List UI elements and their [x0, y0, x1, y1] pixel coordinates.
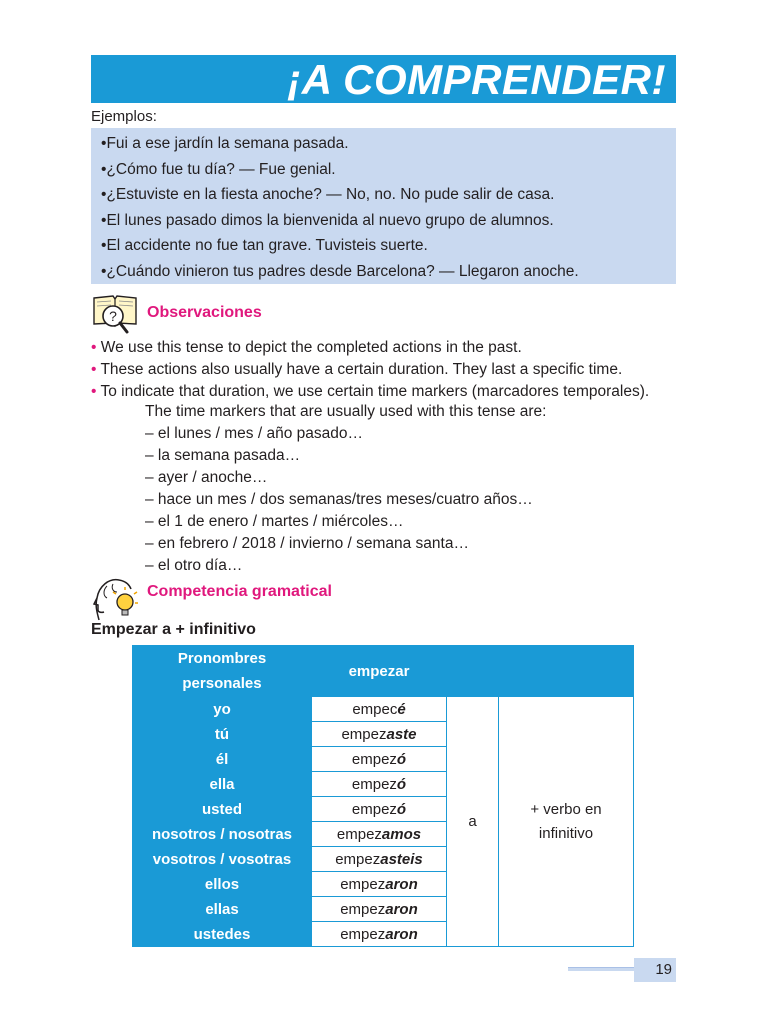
- competencia-heading: Competencia gramatical: [147, 583, 332, 600]
- example-item: • El lunes pasado dimos la bienvenida al nuevo grupo de alumnos.: [101, 208, 676, 234]
- pronoun-cell: ella: [133, 772, 312, 797]
- pronoun-cell: nosotros / nosotras: [133, 822, 312, 847]
- verb-form-cell: empezó: [312, 797, 447, 822]
- pronoun-cell: ellas: [133, 897, 312, 922]
- verb-form-cell: empezaron: [312, 922, 447, 947]
- page-number: 19: [634, 958, 676, 982]
- verb-form-cell: empezaste: [312, 722, 447, 747]
- time-marker-item: – el 1 de enero / martes / miércoles…: [145, 513, 404, 530]
- pronoun-cell: tú: [133, 722, 312, 747]
- verb-form-cell: empezó: [312, 747, 447, 772]
- time-marker-item: – el lunes / mes / año pasado…: [145, 425, 363, 442]
- time-markers-list: [145, 401, 546, 577]
- verb-form-cell: empecé: [312, 697, 447, 722]
- verb-form-cell: empezaron: [312, 872, 447, 897]
- example-item: • ¿Estuviste en la fiesta anoche? — No, no. No pude salir de casa.: [101, 182, 676, 208]
- grammar-subtitle: Empezar a + infinitivo: [91, 621, 256, 638]
- observation-item: • We use this tense to depict the completed actions in the past.: [91, 339, 522, 356]
- head-lightbulb-icon: [91, 572, 139, 622]
- examples-label: Ejemplos:: [91, 108, 157, 125]
- book-magnifier-icon: [91, 290, 139, 336]
- pronoun-cell: él: [133, 747, 312, 772]
- time-marker-item: – la semana pasada…: [145, 447, 301, 464]
- observations-list: [91, 337, 691, 403]
- svg-text:?: ?: [109, 308, 117, 324]
- conjugation-table: [132, 645, 634, 947]
- pronoun-cell: usted: [133, 797, 312, 822]
- section-title: ¡A COMPRENDER!: [287, 56, 666, 103]
- time-marker-item: – hace un mes / dos semanas/tres meses/cuatro años…: [145, 491, 533, 508]
- pronoun-cell: ustedes: [133, 922, 312, 947]
- time-marker-item: – en febrero / 2018 / invierno / semana santa…: [145, 535, 469, 552]
- infinitive-note-cell: + verbo en infinitivo: [499, 697, 634, 947]
- example-item: • Fui a ese jardín la semana pasada.: [101, 131, 676, 157]
- preposition-cell: a: [447, 697, 499, 947]
- pronoun-cell: ellos: [133, 872, 312, 897]
- table-header-row: [133, 646, 634, 697]
- verb-form-cell: empezó: [312, 772, 447, 797]
- observaciones-heading: Observaciones: [147, 304, 262, 321]
- example-item: • ¿Cuándo vinieron tus padres desde Barcelona? — Llegaron anoche.: [101, 259, 676, 285]
- pronoun-cell: yo: [133, 697, 312, 722]
- verb-form-cell: empezaron: [312, 897, 447, 922]
- table-row: [133, 697, 634, 722]
- observation-item: • These actions also usually have a certain duration. They last a specific time.: [91, 361, 623, 378]
- section-banner: [91, 55, 676, 103]
- verb-form-cell: empezasteis: [312, 847, 447, 872]
- time-marker-item: – ayer / anoche…: [145, 469, 268, 486]
- example-item: • ¿Cómo fue tu día? — Fue genial.: [101, 157, 676, 183]
- footer-rule: [568, 967, 634, 971]
- example-item: • El accidente no fue tan grave. Tuvisteis suerte.: [101, 233, 676, 259]
- header-verb: empezar: [312, 646, 447, 697]
- pronoun-cell: vosotros / vosotras: [133, 847, 312, 872]
- verb-form-cell: empezamos: [312, 822, 447, 847]
- header-pronouns: Pronombres personales: [133, 646, 312, 697]
- time-markers-intro: The time markers that are usually used with this tense are:: [145, 403, 547, 420]
- header-blank: [447, 646, 634, 697]
- observation-item: • To indicate that duration, we use certain time markers (marcadores temporales).: [91, 383, 650, 400]
- time-marker-item: – el otro día…: [145, 557, 243, 574]
- examples-box: [91, 128, 676, 284]
